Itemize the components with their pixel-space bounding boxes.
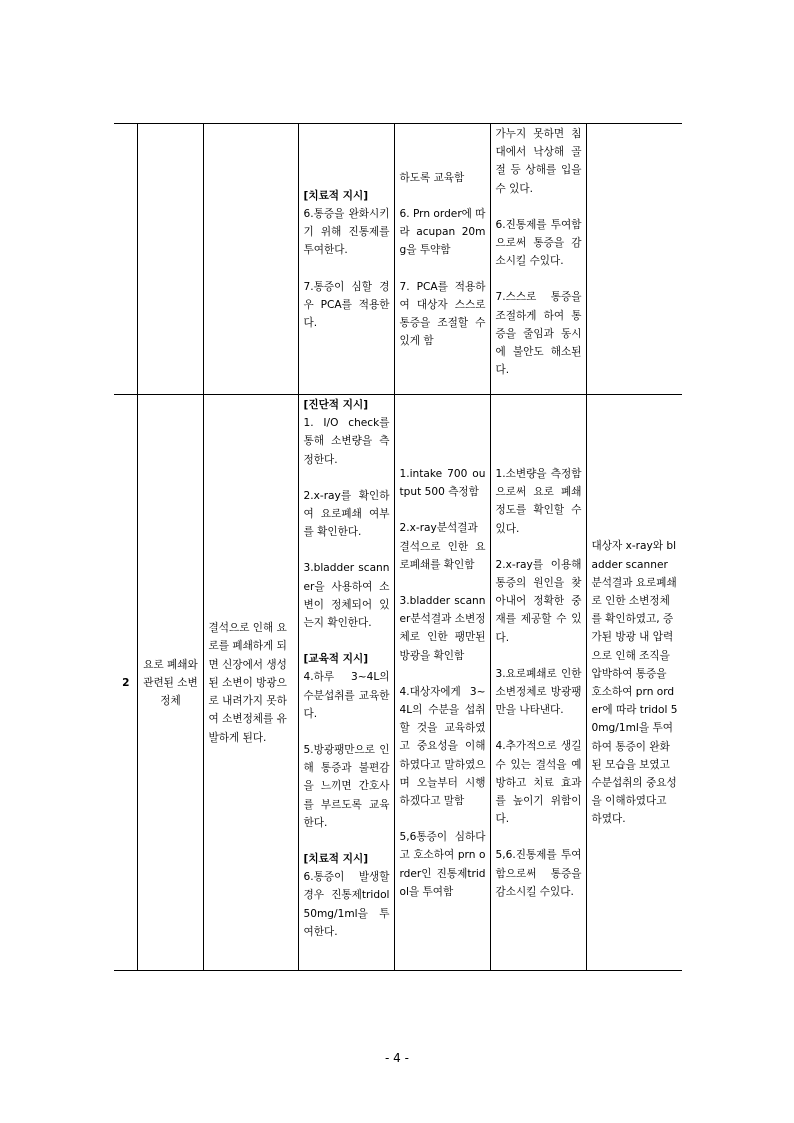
evaluation-cell: 대상자 x-ray와 bladder scanner분석결과 요로폐쇄로 인한 소변정체를 확인하였고, 증가된 방광 내 압력으로 인해 조직을 압박하여 통증을 호소하여 prn order에 따라 tridol 50mg/1ml을 투여하여 통증이 완화된 모습을 보였고 수분섭취의 중요성을 이해하였다고 하였다. <box>586 395 682 971</box>
list-item: 6.진통제를 투여함으로써 통증을 감소시킬 수있다. <box>495 218 582 268</box>
list-item: 5,6.진통제를 투여함으로써 통증을 감소시킬 수있다. <box>495 849 582 898</box>
paragraph-gap <box>304 723 390 741</box>
list-item: 7.통증이 심할 경우 PCA를 적용한다. <box>303 280 390 329</box>
intervention-cell <box>298 124 394 395</box>
section-heading: [치료적 지시] <box>303 853 369 866</box>
implementation-cell <box>394 124 490 395</box>
list-item: 하도록 교육함 <box>399 171 465 184</box>
table-row <box>114 395 682 971</box>
paragraph-gap <box>400 665 486 683</box>
list-item: 4.대상자에게 3~4L의 수분을 섭취할 것을 교육하였고 중요성을 이해하였다고 말하였으며 오늘부터 시행하겠다고 말함 <box>399 685 486 808</box>
paragraph-gap <box>400 574 486 592</box>
paragraph-gap <box>496 198 582 216</box>
list-item: 가누지 못하면 침대에서 낙상해 골절 등 상해를 입을 수 있다. <box>495 128 582 195</box>
problem-cell: 요로 폐쇄와 관련된 소변정체 <box>137 395 203 971</box>
section-heading: [치료적 지시] <box>303 189 369 202</box>
paragraph-gap <box>400 810 486 828</box>
definition-cell <box>203 124 298 395</box>
paragraph-gap <box>400 260 486 278</box>
table-row <box>114 124 682 395</box>
evaluation-cell <box>586 124 682 395</box>
implementation-cell <box>394 395 490 971</box>
list-item: 1. I/O check를 통해 소변량을 측정한다. <box>303 417 390 466</box>
paragraph-gap <box>496 719 582 737</box>
paragraph-gap <box>496 538 582 556</box>
paragraph-gap <box>304 632 390 650</box>
list-item: 4.추가적으로 생길 수 있는 결석을 예방하고 치료 효과를 높이기 위함이다. <box>495 740 582 826</box>
paragraph-gap <box>304 832 390 850</box>
paragraph-gap <box>496 270 582 288</box>
nursing-care-plan-table <box>114 123 682 971</box>
intervention-cell <box>298 395 394 971</box>
paragraph-gap <box>496 828 582 846</box>
list-item: 4.하루 3~4L의 수분섭취를 교육한다. <box>303 671 390 720</box>
paragraph-gap <box>304 469 390 487</box>
paragraph-gap <box>400 501 486 519</box>
definition-cell: 결석으로 인해 요로를 폐쇄하게 되면 신장에서 생성된 소변이 방광으로 내려가지 못하여 소변정체를 유발하게 된다. <box>203 395 298 971</box>
section-heading: [진단적 지시] <box>303 399 369 411</box>
rationale-cell <box>490 124 586 395</box>
problem-cell <box>137 124 203 395</box>
paragraph-gap <box>304 541 390 559</box>
list-item: 3.bladder scanner을 사용하여 소변이 정체되어 있는지 확인한다. <box>303 562 390 630</box>
page-number: - 4 - <box>385 1051 409 1065</box>
list-item: 5,6통증이 심하다고 호소하여 prn order인 진통제tridol을 투여함 <box>399 831 486 898</box>
row-number-cell <box>114 124 137 395</box>
list-item: 5.방광팽만으로 인해 통증과 불편감을 느끼면 간호사를 부르도록 교육한다. <box>303 744 390 829</box>
paragraph-gap <box>496 647 582 665</box>
list-item: 6.통증을 완화시키기 위해 진통제를 투여한다. <box>303 207 390 257</box>
list-item: 2.x-ray를 이용해 통증의 원인을 찾아내어 정확한 중재를 제공할 수 있다. <box>495 558 582 644</box>
list-item: 3.요로폐쇄로 인한 소변정체로 방광팽만을 나타낸다. <box>495 667 582 717</box>
list-item: 7.스스로 통증을 조절하게 하여 통증을 줄임과 동시에 불안도 해소된다. <box>495 291 582 377</box>
row-number-cell: 2 <box>122 676 130 689</box>
rationale-cell <box>490 395 586 971</box>
paragraph-gap <box>304 260 390 278</box>
list-item: 3.bladder scanner분석결과 소변정체로 인한 팽만된 방광을 확인함 <box>399 594 486 662</box>
list-item: 1.intake 700 output 500 측정함 <box>399 467 486 499</box>
section-heading: [교육적 지시] <box>303 653 369 666</box>
list-item: 2.x-ray를 확인하여 요로폐쇄 여부를 확인한다. <box>303 489 390 539</box>
list-item: 6.통증이 발생할 경우 진통제tridol 50mg/1ml을 투여한다. <box>303 871 390 938</box>
list-item: 2.x-ray분석결과 결석으로 인한 요로폐쇄를 확인함 <box>399 522 486 571</box>
paragraph-gap <box>400 187 486 205</box>
list-item: 6. Prn order에 따라 acupan 20mg을 투약함 <box>399 207 486 257</box>
list-item: 7. PCA를 적용하여 대상자 스스로 통증을 조절할 수 있게 함 <box>399 280 486 348</box>
list-item: 1.소변량을 측정함으로써 요로 폐쇄정도를 확인할 수 있다. <box>495 467 582 535</box>
